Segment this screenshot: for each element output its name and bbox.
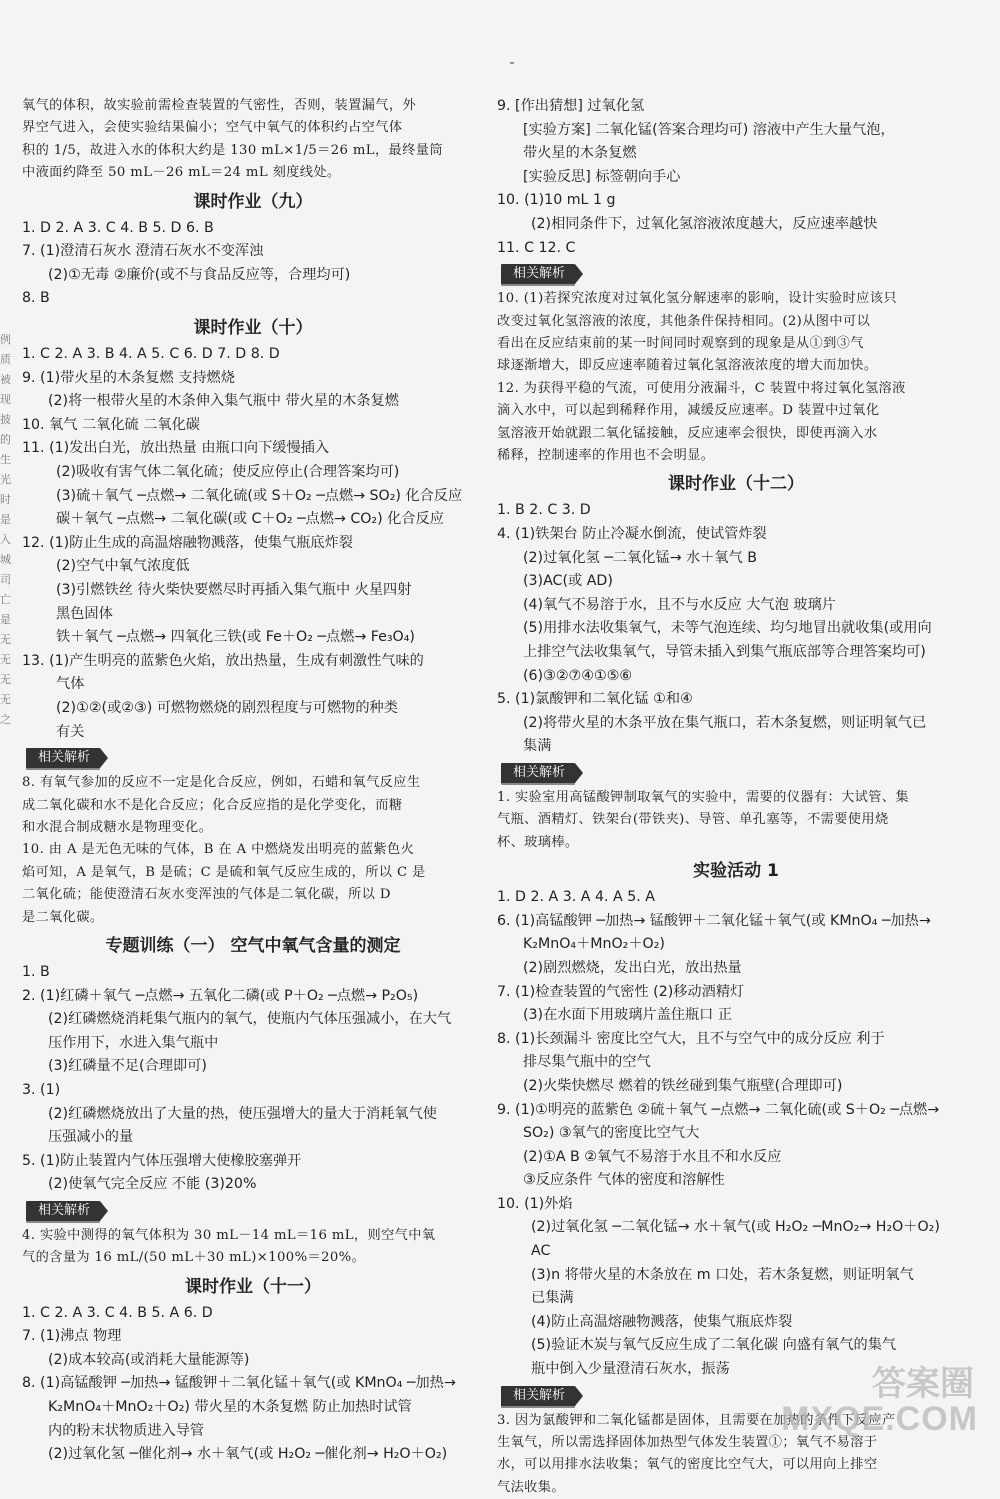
- explanation-line: 稀释，控制速率的作用也不会明显。: [497, 448, 715, 463]
- explanation-line: 界空气进入，会使实验结果偏小；空气中氧气的体积约占空气体: [22, 120, 403, 136]
- analysis-badge-row: [497, 260, 975, 288]
- analysis-badge: 相关解析: [26, 748, 100, 770]
- answer-line: 1. C 2. A 3. B 4. A 5. C 6. D 7. D 8. D: [22, 346, 280, 362]
- answer-line: (2)空气中氧气浓度低: [56, 558, 190, 575]
- answer-line: 带火星的木条复燃: [523, 145, 637, 162]
- explanation-line: 8. 有氧气参加的反应不一定是化合反应，例如，石蜡和氧气反应生: [22, 775, 421, 791]
- answer-line: 集满: [523, 738, 552, 755]
- answer-line: 气体: [56, 676, 85, 693]
- answer-line: 12. (1)防止生成的高温熔融物溅落，使集气瓶底炸裂: [22, 534, 353, 551]
- answer-line: 压强减小的量: [48, 1129, 134, 1146]
- margin-char: 质: [0, 353, 11, 366]
- answer-line: 1. B 2. C 3. D: [497, 502, 591, 519]
- analysis-badge: 相关解析: [501, 1386, 575, 1408]
- answer-line: (3)硫＋氧气 ─点燃→ 二氧化硫(或 S＋O₂ ─点燃→ SO₂) 化合反应: [56, 487, 463, 504]
- explanation-line: 改变过氧化氢溶液的浓度，其他条件保持相同。(2)从图中可以: [497, 313, 871, 329]
- explanation-line: 积的 1/5，故进入水的体积大约是 130 mL×1/5＝26 mL，最终量筒: [22, 142, 443, 158]
- answer-line: AC: [531, 1243, 551, 1260]
- answer-line: (4)防止高温熔融物溅落，使集气瓶底炸裂: [531, 1313, 793, 1330]
- explanation-line: 焰可知，A 是氧气，B 是硫；C 是硫和氧气反应生成的，所以 C 是: [22, 864, 426, 880]
- answer-line: (2)红磷燃烧放出了大量的热，使压强增大的量大于消耗氧气使: [48, 1105, 437, 1122]
- answer-line: 有关: [56, 723, 85, 740]
- analysis-badge-row: [22, 744, 484, 772]
- explanation-line: 球逐渐增大，即反应速率随着过氧化氢溶液浓度的增大而加快。: [497, 358, 878, 374]
- answer-line: 9. (1)①明亮的蓝紫色 ②硫＋氧气 ─点燃→ 二氧化硫(或 S＋O₂ ─点燃→: [497, 1101, 940, 1118]
- answer-line: 上排空气法收集氧气，导管未插入到集气瓶底部等合理答案均可): [523, 643, 926, 660]
- explanation-line: 看出在反应结束前的某一时间同时观察到的现象是从①到③气: [497, 335, 864, 351]
- explanation-line: 滴入水中，可以起到稀释作用，减缓反应速率。D 装置中过氧化: [497, 403, 880, 419]
- answer-line: (2)火柴快燃尽 燃着的铁丝碰到集气瓶壁(合理即可): [523, 1077, 843, 1094]
- answer-line: (2)成本较高(或消耗大量能源等): [48, 1351, 250, 1368]
- analysis-badge-row: [22, 1197, 484, 1225]
- answer-line: (2)将一根带火星的木条伸入集气瓶中 带火星的木条复燃: [48, 393, 399, 410]
- answer-line: (3)在水面下用玻璃片盖住瓶口 正: [523, 1007, 733, 1024]
- analysis-badge: 相关解析: [501, 264, 575, 286]
- answer-line: 黑色固体: [56, 605, 113, 622]
- margin-char: 披: [0, 413, 11, 426]
- margin-char: 例: [0, 333, 11, 346]
- margin-char: 是: [0, 613, 11, 626]
- answer-line: (2)①A B ②氧气不易溶于水且不和水反应: [523, 1148, 782, 1165]
- answer-line: 碳＋氧气 ─点燃→ 二氧化碳(或 C＋O₂ ─点燃→ CO₂) 化合反应: [56, 511, 444, 528]
- explanation-line: 氧气的体积，故实验前需检查装置的气密性，否则，装置漏气，外: [22, 98, 417, 113]
- analysis-badge: 相关解析: [501, 763, 575, 785]
- explanation-line: 10. 由 A 是无色无味的气体，B 在 A 中燃烧发出明亮的蓝紫色火: [22, 842, 415, 858]
- answer-line: 1. C 2. A 3. C 4. B 5. A 6. D: [22, 1304, 213, 1321]
- answer-line: (3)红磷量不足(合理即可): [48, 1058, 207, 1075]
- answer-line: (5)用排水法收集氧气，未等气泡连续、均匀地冒出就收集(或用向: [523, 620, 932, 637]
- explanation-line: 和水混合制成糖水是物理变化。: [22, 819, 213, 835]
- margin-char: 时: [0, 493, 11, 506]
- answer-line: K₂MnO₄＋MnO₂＋O₂) 带火星的木条复燃 防止加热时试管: [48, 1399, 412, 1416]
- answer-line: 10. 氧气 二氧化硫 二氧化碳: [22, 416, 200, 433]
- answer-line: 铁＋氧气 ─点燃→ 四氧化三铁(或 Fe＋O₂ ─点燃→ Fe₃O₄): [56, 629, 415, 646]
- section-heading: 课时作业（九）: [193, 191, 313, 212]
- explanation-line: 气法收集。: [497, 1479, 565, 1495]
- answer-line: (5)验证木炭与氧气反应生成了二氧化碳 向盛有氧气的集气: [531, 1337, 897, 1354]
- answer-line: (2)剧烈燃烧，发出白光，放出热量: [523, 959, 742, 976]
- answer-line: 5. (1)防止装置内气体压强增大使橡胶塞弹开: [22, 1152, 302, 1169]
- answer-line: (3)AC(或 AD): [523, 573, 613, 590]
- margin-char: 的: [0, 433, 11, 446]
- margin-char: 光: [0, 473, 11, 486]
- answer-line: (2)将带火星的木条平放在集气瓶口，若木条复燃，则证明氧气已: [523, 714, 927, 731]
- answer-line: (2)吸收有害气体二氧化硫；使反应停止(合理答案均可): [56, 463, 400, 480]
- answer-line: 已集满: [531, 1290, 574, 1307]
- answer-line: (2)相同条件下，过氧化氢溶液浓度越大，反应速率越快: [531, 215, 878, 232]
- answer-line: [实验方案] 二氧化锰(答案合理均可) 溶液中产生大量气泡，: [523, 121, 895, 138]
- margin-char: 城: [0, 553, 11, 566]
- answer-line: (3)n 将带火星的木条放在 m 口处，若木条复燃，则证明氧气: [531, 1266, 914, 1283]
- margin-char: 是: [0, 513, 11, 526]
- margin-char: 无: [0, 633, 11, 646]
- answer-line: 9. (1)带火星的木条复燃 支持燃烧: [22, 369, 235, 386]
- answer-line: 8. (1)长颈漏斗 密度比空气大，且不与空气中的成分反应 利于: [497, 1030, 885, 1047]
- margin-char: 无: [0, 693, 11, 706]
- right-column: [497, 95, 975, 1499]
- answer-line: 7. (1)沸点 物理: [22, 1328, 122, 1345]
- answer-line: 2. (1)红磷＋氧气 ─点燃→ 五氧化二磷(或 P＋O₂ ─点燃→ P₂O₅): [22, 987, 419, 1004]
- explanation-line: 4. 实验中测得的氧气体积为 30 mL－14 mL＝16 mL，则空气中氧: [22, 1227, 436, 1243]
- answer-line: 3. (1): [22, 1081, 61, 1098]
- answer-line: (2)过氧化氢 ─二氧化锰→ 水＋氧气(或 H₂O₂ ─MnO₂→ H₂O＋O₂): [531, 1219, 940, 1236]
- answer-line: (2)①②(或②③) 可燃物燃烧的剧烈程度与可燃物的种类: [56, 699, 398, 716]
- answer-line: (4)氧气不易溶于水，且不与水反应 大气泡 玻璃片: [523, 596, 836, 613]
- explanation-line: 气瓶、酒精灯、铁架台(带铁夹)、导管、单孔塞等，不需要使用烧: [497, 812, 889, 828]
- top-mark: [510, 62, 514, 64]
- margin-char: 司: [0, 573, 11, 586]
- answer-line: (2)①无毒 ②廉价(或不与食品反应等，合理均可): [48, 266, 351, 283]
- answer-line: ③反应条件 气体的密度和溶解性: [523, 1172, 725, 1189]
- answer-line: (2)过氧化氢 ─二氧化锰→ 水＋氧气 B: [523, 549, 758, 566]
- answer-line: (6)③②⑦④①⑤⑥: [523, 667, 633, 684]
- margin-char: 无: [0, 653, 11, 666]
- explanation-line: 水，可以用排水法收集；氧气的密度比空气大，可以用向上排空: [497, 1457, 878, 1473]
- answer-line: 10. (1)10 mL 1 g: [497, 192, 616, 209]
- answer-line: 11. (1)发出白光，放出热量 由瓶口向下缓慢插入: [22, 440, 330, 457]
- answer-line: 7. (1)检查装置的气密性 (2)移动酒精灯: [497, 983, 745, 1000]
- answer-line: 10. (1)外焰: [497, 1195, 573, 1212]
- answer-line: 5. (1)氯酸钾和二氧化锰 ①和④: [497, 691, 693, 708]
- answer-line: 6. (1)高锰酸钾 ─加热→ 锰酸钾＋二氧化锰＋氧气(或 KMnO₄ ─加热→: [497, 912, 931, 929]
- answer-line: 8. B: [22, 290, 50, 307]
- explanation-line: 1. 实验室用高锰酸钾制取氧气的实验中，需要的仪器有：大试管、集: [497, 789, 910, 805]
- section-heading: 专题训练（一） 空气中氧气含量的测定: [105, 935, 401, 956]
- explanation-line: 气的含量为 16 mL/(50 mL＋30 mL)×100%＝20%。: [22, 1250, 366, 1266]
- answer-line: 1. D 2. A 3. C 4. B 5. D 6. B: [22, 219, 214, 236]
- answer-line: (3)引燃铁丝 待火柴快要燃尽时再插入集气瓶中 火星四射: [56, 581, 412, 598]
- explanation-line: 生氧气，所以需选择固体加热型气体发生装置①；氧气不易溶于: [497, 1435, 878, 1451]
- answer-line: 13. (1)产生明亮的蓝紫色火焰，放出热量，生成有刺激性气味的: [22, 652, 424, 669]
- explanation-line: 中液面约降至 50 mL－26 mL＝24 mL 刻度线处。: [22, 165, 341, 181]
- margin-char: 生: [0, 453, 11, 466]
- explanation-line: 杯、玻璃棒。: [497, 834, 579, 850]
- answer-line: 9. [作出猜想] 过氧化氢: [497, 98, 645, 114]
- answer-line: 内的粉末状物质进入导管: [48, 1422, 205, 1439]
- answer-line: 11. C 12. C: [497, 239, 576, 256]
- explanation-line: 二氧化硫；能使澄清石灰水变浑浊的气体是二氧化碳，所以 D: [22, 887, 391, 903]
- answer-line: (2)使氧气完全反应 不能 (3)20%: [48, 1176, 257, 1193]
- answer-line: 7. (1)澄清石灰水 澄清石灰水不变浑浊: [22, 243, 264, 260]
- answer-line: 压作用下，水进入集气瓶中: [48, 1034, 219, 1051]
- explanation-line: 10. (1)若探究浓度对过氧化氢分解速率的影响，设计实验时应该只: [497, 291, 897, 307]
- explanation-line: 成二氧化碳和水不是化合反应；化合反应指的是化学变化，而糖: [22, 797, 403, 813]
- section-heading: 课时作业（十二）: [668, 474, 804, 495]
- margin-char: 现: [0, 393, 11, 406]
- answer-line: 4. (1)铁架台 防止冷凝水倒流，使试管炸裂: [497, 526, 767, 542]
- watermark-text: 答案圈: [872, 1364, 974, 1404]
- answer-line: 瓶中倒入少量澄清石灰水，振荡: [531, 1361, 730, 1378]
- explanation-line: 12. 为获得平稳的气流，可使用分液漏斗，C 装置中将过氧化氢溶液: [497, 380, 906, 396]
- margin-char: 之: [0, 713, 11, 726]
- section-heading: 课时作业（十）: [193, 318, 313, 338]
- margin-char: 亡: [0, 593, 11, 606]
- answer-line: 8. (1)高锰酸钾 ─加热→ 锰酸钾＋二氧化锰＋氧气(或 KMnO₄ ─加热→: [22, 1375, 456, 1392]
- analysis-badge-row: [497, 759, 975, 787]
- watermark-url: MXQE.COM: [781, 1400, 978, 1438]
- section-heading: 实验活动 1: [693, 861, 779, 882]
- margin-char: 被: [0, 373, 11, 386]
- answer-line: 1. D 2. A 3. A 4. A 5. A: [497, 889, 656, 906]
- margin-marks: [0, 330, 18, 730]
- left-column: [22, 95, 484, 1467]
- answer-line: [实验反思] 标签朝向手心: [523, 168, 681, 185]
- answer-line: K₂MnO₄＋MnO₂＋O₂): [523, 936, 665, 953]
- answer-line: (2)红磷燃烧消耗集气瓶内的氧气，使瓶内气体压强减小，在大气: [48, 1011, 452, 1028]
- watermark: [781, 1344, 978, 1439]
- answer-line: (2)过氧化氢 ─催化剂→ 水＋氧气(或 H₂O₂ ─催化剂→ H₂O＋O₂): [48, 1446, 448, 1463]
- margin-char: 入: [0, 533, 11, 546]
- answer-line: 1. B: [22, 963, 50, 980]
- analysis-badge: 相关解析: [26, 1201, 100, 1223]
- margin-char: 无: [0, 673, 11, 686]
- answer-line: SO₂) ③氧气的密度比空气大: [523, 1125, 700, 1142]
- section-heading: 课时作业（十一）: [185, 1276, 321, 1297]
- answer-line: 排尽集气瓶中的空气: [523, 1054, 651, 1071]
- explanation-line: 是二氧化碳。: [22, 909, 104, 925]
- explanation-line: 3. 因为氯酸钾和二氧化锰都是固体，且需要在加热的条件下反应产: [497, 1412, 896, 1428]
- explanation-line: 氢溶液开始就跟二氧化锰接触，反应速率会很快，即使再滴入水: [497, 425, 878, 441]
